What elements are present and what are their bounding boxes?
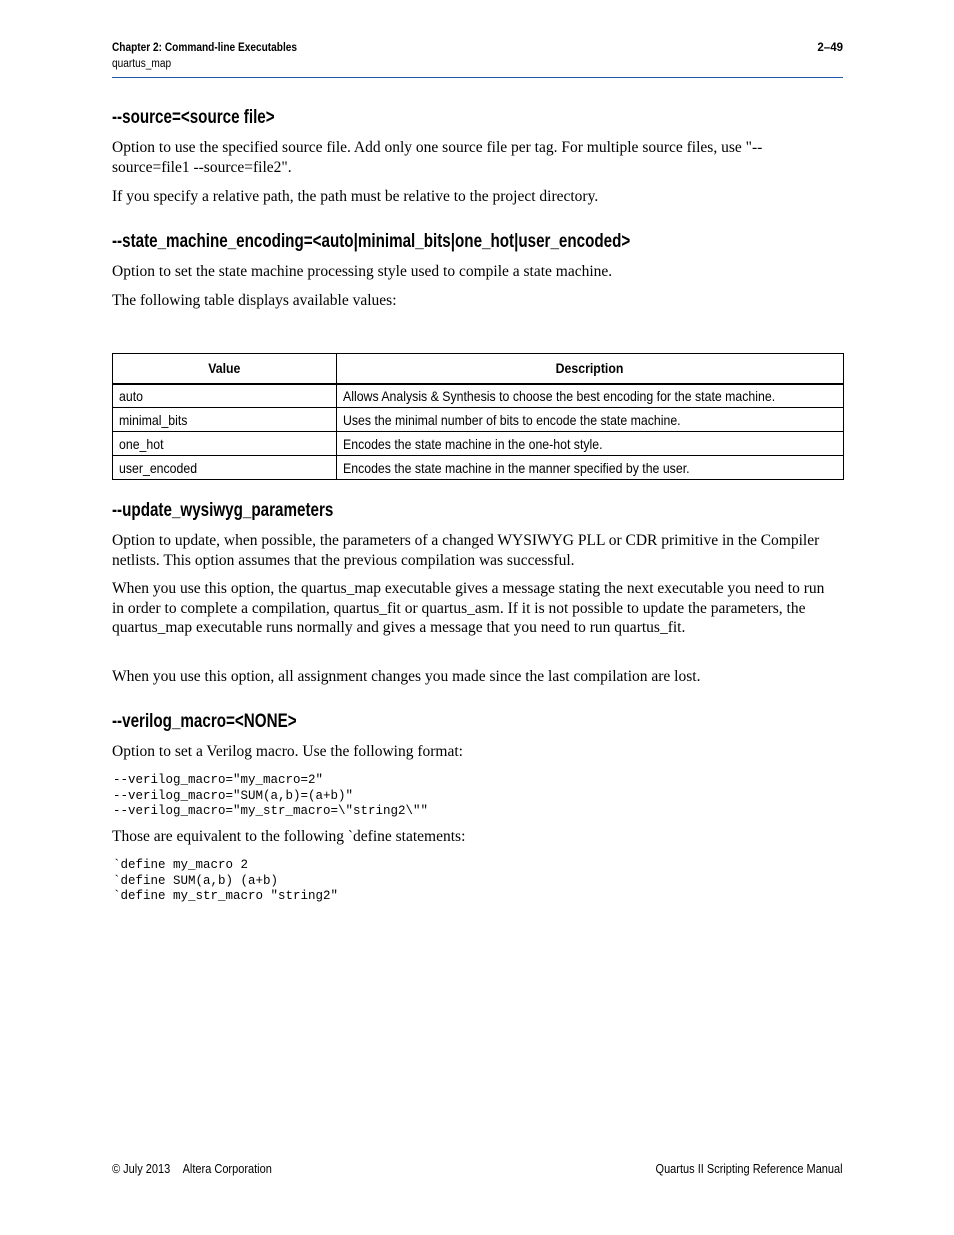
define-intro: Those are equivalent to the following `define statements: xyxy=(112,828,466,845)
source-option-heading: --source=<source file> xyxy=(112,107,275,128)
table-cell-value: auto xyxy=(113,384,337,408)
column-header-value: Value xyxy=(113,354,337,384)
table-cell-description: Uses the minimal number of bits to encode the state machine. xyxy=(337,408,844,432)
chapter-title: Chapter 2: Command-line Executables xyxy=(112,42,298,54)
table-row xyxy=(113,432,844,456)
manual-title: Quartus II Scripting Reference Manual xyxy=(655,1162,843,1176)
table-row xyxy=(113,384,844,408)
table-row xyxy=(113,456,844,480)
company-name: Altera Corporation xyxy=(182,1162,272,1176)
state-machine-values-table xyxy=(112,353,844,480)
table-cell-value: user_encoded xyxy=(113,456,337,480)
page-footer xyxy=(112,1162,843,1178)
update-option-behavior: When you use this option, the quartus_map executable gives a message stating the next executable you need to run in order to complete a compilation, quartus_fit or quartus_asm. If it is not possible to update the parameters, the quartus_map executable runs normally and gives a message that you need to run quartus_fit. xyxy=(112,580,825,637)
code-block-format: --verilog_macro="my_macro=2" --verilog_macro="SUM(a,b)=(a+b)" --verilog_macro="my_str_macro=\"string2\"" xyxy=(113,773,429,818)
table-cell-description: Encodes the state machine in the manner specified by the user. xyxy=(337,456,844,480)
source-option-path-note: If you specify a relative path, the path must be relative to the project directory. xyxy=(112,188,599,205)
table-intro: The following table displays available values: xyxy=(112,292,397,309)
table-cell-value: one_hot xyxy=(113,432,337,456)
verilog-option-heading: --verilog_macro=<NONE> xyxy=(112,711,297,732)
column-header-description: Description xyxy=(337,354,844,384)
source-option-description: Option to use the specified source file. Add only one source file per tag. For multiple source files, use "--source=file1 --source=file2". xyxy=(112,139,763,176)
verilog-option-intro: Option to set a Verilog macro. Use the following format: xyxy=(112,743,463,760)
update-option-description: Option to update, when possible, the parameters of a changed WYSIWYG PLL or CDR primitive in the Compiler netlists. This option assumes that the previous compilation was successful. xyxy=(112,532,820,569)
footer-left xyxy=(112,1162,272,1176)
table-cell-description: Allows Analysis & Synthesis to choose the best encoding for the state machine. xyxy=(337,384,844,408)
page-header xyxy=(112,42,843,78)
table-row xyxy=(113,408,844,432)
update-option-heading: --update_wysiwyg_parameters xyxy=(112,500,334,521)
table-cell-value: minimal_bits xyxy=(113,408,337,432)
update-option-warning: When you use this option, all assignment changes you made since the last compilation are lost. xyxy=(112,668,701,685)
state-machine-option-heading: --state_machine_encoding=<auto|minimal_bits|one_hot|user_encoded> xyxy=(112,231,631,252)
section-name: quartus_map xyxy=(112,58,172,70)
table-header-row xyxy=(113,354,844,384)
page-number: 2–49 xyxy=(817,42,843,54)
copyright-date: © July 2013 xyxy=(112,1162,171,1176)
code-block-define: `define my_macro 2 `define SUM(a,b) (a+b) `define my_str_macro "string2" xyxy=(113,858,339,903)
state-machine-option-description: Option to set the state machine processing style used to compile a state machine. xyxy=(112,263,613,280)
table-cell-description: Encodes the state machine in the one-hot style. xyxy=(337,432,844,456)
